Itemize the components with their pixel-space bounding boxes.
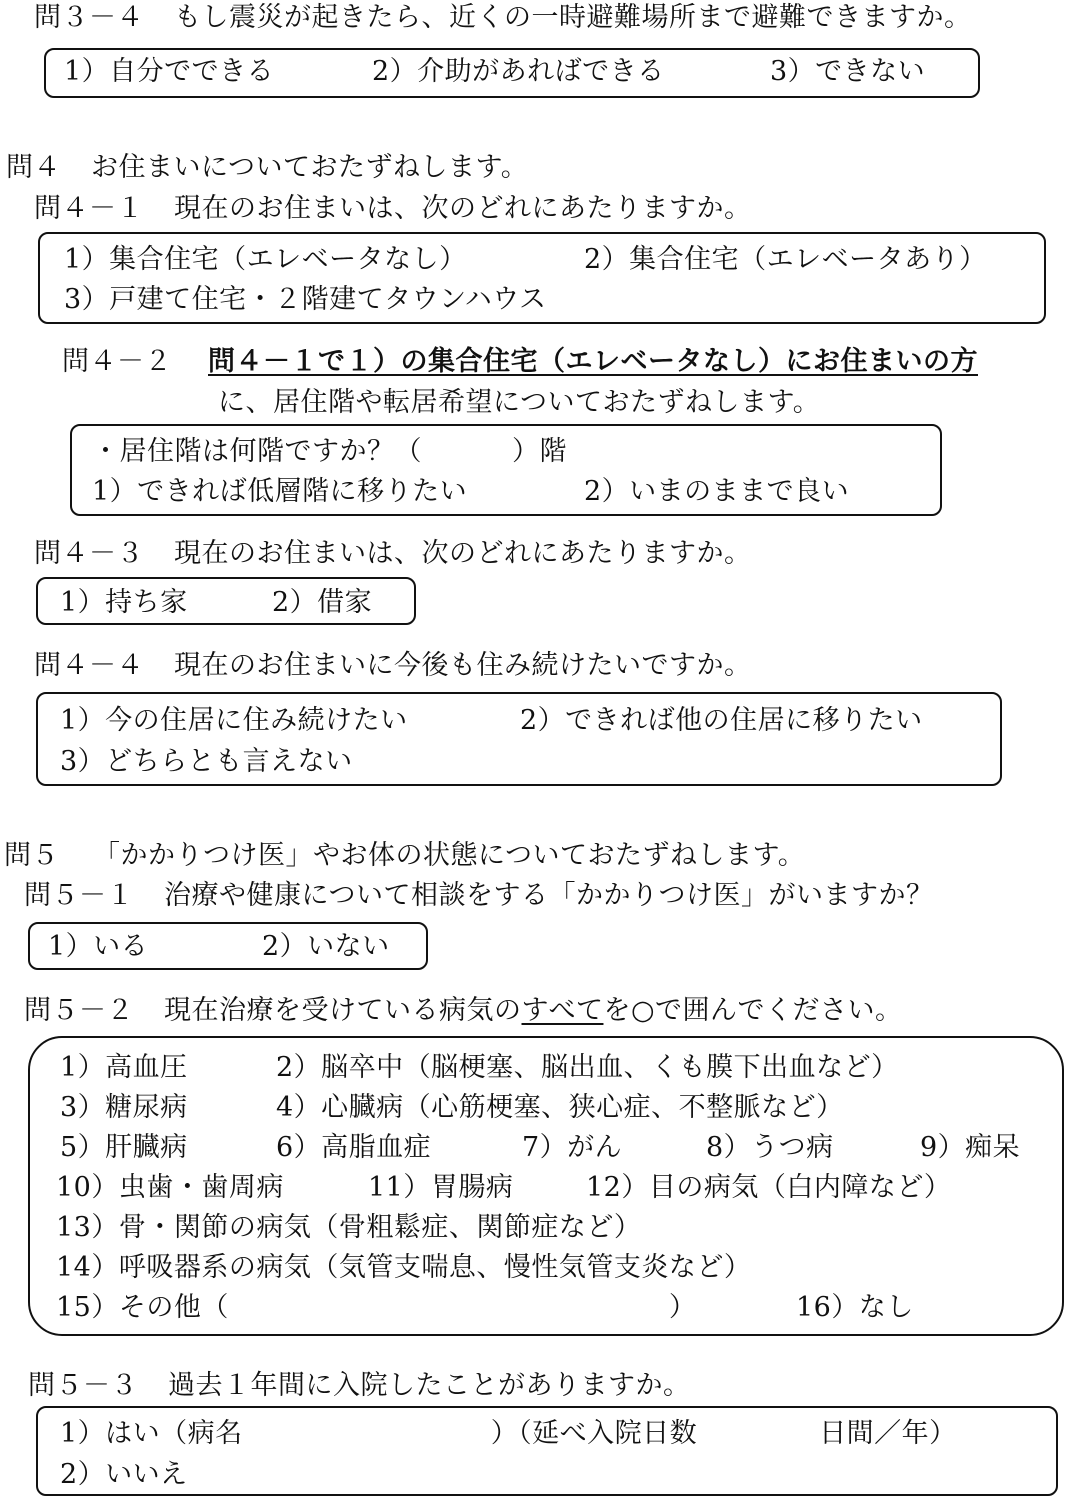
option-4-4-1[interactable]: 1）今の住居に住み続けたい (60, 705, 408, 736)
option-5-2-5[interactable]: 5）肝臓病 (60, 1132, 188, 1163)
question-4-2 (62, 348, 978, 375)
option-5-2-2[interactable]: 2）脳卒中（脳梗塞、脳出血、くも膜下出血など） (276, 1052, 899, 1083)
option-4-4-3[interactable]: 3）どちらとも言えない (60, 746, 353, 777)
days-unit: 日間／年） (819, 1418, 957, 1449)
option-4-1-3[interactable]: 3）戸建て住宅・２階建てタウンハウス (64, 284, 547, 315)
question-4 (6, 154, 528, 181)
option-5-2-3[interactable]: 3）糖尿病 (60, 1092, 188, 1123)
option-3-4-2[interactable]: 2）介助があればできる (372, 56, 665, 87)
option-5-2-13[interactable]: 13）骨・関節の病気（骨粗鬆症、関節症など） (56, 1212, 642, 1243)
question-4-1 (34, 195, 752, 222)
option-5-2-6[interactable]: 6）高脂血症 (276, 1132, 432, 1163)
question-label: 問４－２ (62, 346, 172, 377)
other-close: ） (668, 1292, 697, 1323)
question-5-3 (28, 1372, 691, 1399)
question-text-underlined: すべて (521, 995, 604, 1026)
option-5-2-12[interactable]: 12）目の病気（白内障など） (586, 1172, 952, 1203)
option-5-2-4[interactable]: 4）心臓病（心筋梗塞、狭心症、不整脈など） (276, 1092, 844, 1123)
floor-prompt: ・居住階は何階ですか？（ (92, 436, 422, 467)
option-4-2-2[interactable]: 2）いまのままで良い (584, 476, 850, 507)
option-5-1-2[interactable]: 2）いない (262, 931, 390, 962)
option-3-4-1[interactable]: 1）自分でできる (64, 56, 275, 87)
question-text: 現在のお住まいは、次のどれにあたりますか。 (174, 538, 752, 569)
question-label: 問４ (6, 152, 61, 183)
question-label: 問４－１ (34, 193, 144, 224)
question-text: 過去１年間に入院したことがありますか。 (168, 1370, 691, 1401)
question-label: 問３－４ (34, 2, 144, 33)
yes-label: 1）はい（病名 (60, 1418, 243, 1449)
question-4-2-cont: に、居住階や転居希望についておたずねします。 (218, 387, 821, 418)
other-open: 15）その他（ (56, 1292, 229, 1323)
question-4-4 (34, 652, 752, 679)
option-4-3-1[interactable]: 1）持ち家 (60, 587, 188, 618)
question-label: 問５－３ (28, 1370, 138, 1401)
question-3-4 (34, 4, 972, 31)
option-5-2-9[interactable]: 9）痴呆 (920, 1132, 1021, 1163)
question-text: 治療や健康について相談をする「かかりつけ医」がいますか？ (164, 880, 934, 911)
option-5-2-8[interactable]: 8）うつ病 (706, 1132, 834, 1163)
floor-suffix: ）階 (512, 436, 567, 467)
question-text: お住まいについておたずねします。 (91, 152, 529, 183)
question-text: 現在のお住まいに今後も住み続けたいですか。 (174, 650, 752, 681)
question-text: 現在のお住まいは、次のどれにあたりますか。 (174, 193, 752, 224)
question-text-after: を○で囲んでください。 (603, 995, 903, 1026)
option-5-1-1[interactable]: 1）いる (48, 931, 149, 962)
question-4-3 (34, 540, 752, 567)
question-label: 問５－１ (24, 880, 134, 911)
option-5-2-16[interactable]: 16）なし (796, 1292, 914, 1323)
question-text: もし震災が起きたら、近くの一時避難場所まで避難できますか。 (174, 2, 972, 33)
option-5-2-7[interactable]: 7）がん (522, 1132, 623, 1163)
question-text-underlined: 問４－１で１）の集合住宅（エレベータなし）にお住まいの方 (208, 346, 978, 377)
option-5-3-1[interactable] (60, 1420, 957, 1447)
option-5-2-10[interactable]: 10）虫歯・歯周病 (56, 1172, 284, 1203)
option-5-2-1[interactable]: 1）高血圧 (60, 1052, 188, 1083)
question-label: 問４－３ (34, 538, 144, 569)
option-5-3-2[interactable]: 2）いいえ (60, 1459, 188, 1490)
question-text: 現在治療を受けている病気の (164, 995, 522, 1026)
option-4-4-2[interactable]: 2）できれば他の住居に移りたい (520, 705, 923, 736)
days-label: ）（延べ入院日数 (490, 1418, 698, 1449)
option-5-2-15[interactable] (56, 1294, 696, 1321)
question-label: 問５ (4, 840, 59, 871)
question-5 (4, 842, 805, 869)
question-label: 問４－４ (34, 650, 144, 681)
option-3-4-3[interactable]: 3）できない (770, 56, 926, 87)
question-5-1 (24, 882, 933, 909)
option-5-2-14[interactable]: 14）呼吸器系の病気（気管支喘息、慢性気管支炎など） (56, 1252, 752, 1283)
question-text: 「かかりつけ医」やお体の状態についておたずねします。 (93, 840, 806, 871)
option-4-1-2[interactable]: 2）集合住宅（エレベータあり） (584, 244, 987, 275)
question-label: 問５－２ (24, 995, 134, 1026)
floor-question (92, 438, 567, 465)
question-5-2 (24, 997, 903, 1024)
option-4-1-1[interactable]: 1）集合住宅（エレベータなし） (64, 244, 467, 275)
option-4-2-1[interactable]: 1）できれば低層階に移りたい (92, 476, 468, 507)
option-5-2-11[interactable]: 11）胃腸病 (368, 1172, 514, 1203)
option-4-3-2[interactable]: 2）借家 (272, 587, 373, 618)
